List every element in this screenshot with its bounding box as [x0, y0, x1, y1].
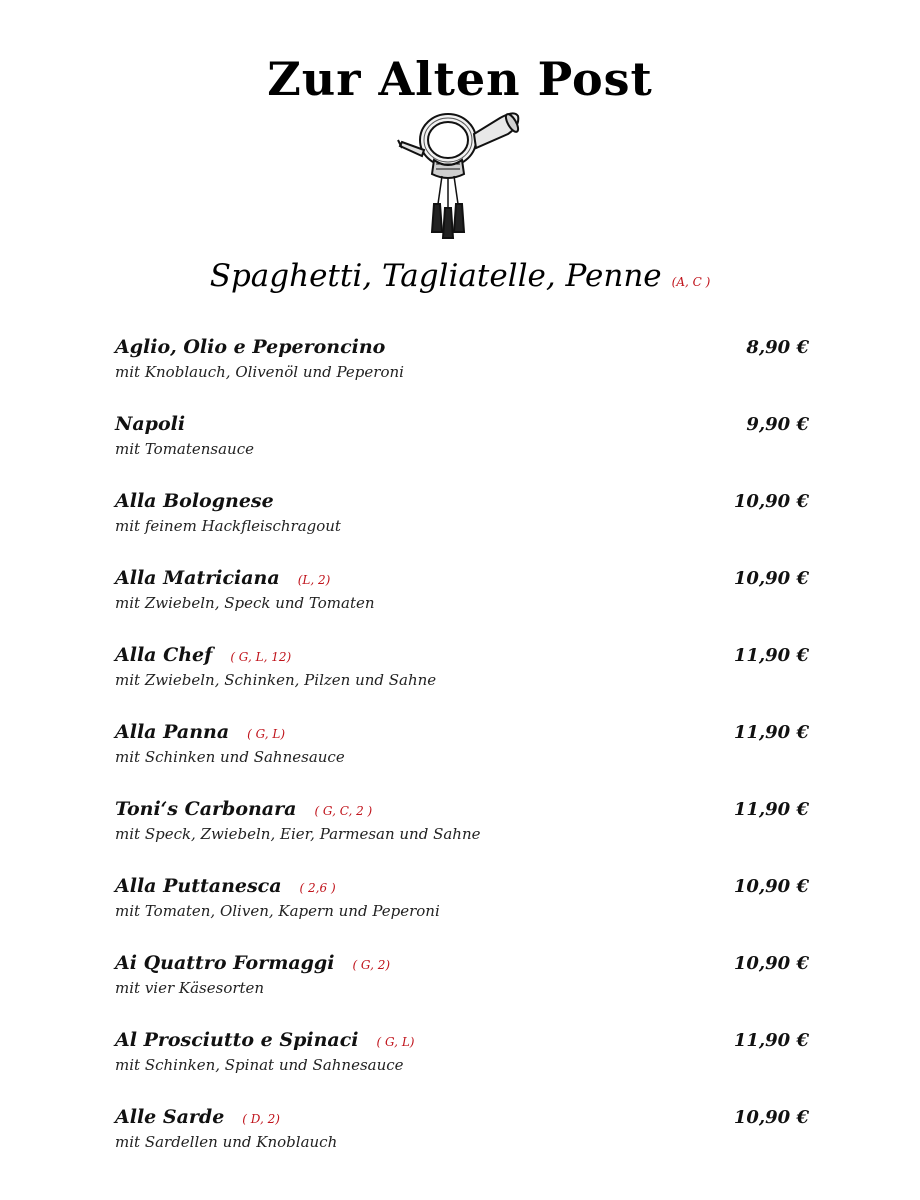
- item-description: mit feinem Hackfleischragout: [115, 517, 341, 535]
- item-description: mit Zwiebeln, Schinken, Pilzen und Sahne: [115, 671, 437, 689]
- item-allergens: ( D, 2): [242, 1112, 280, 1126]
- item-price: 10,90 €: [733, 568, 809, 589]
- section-title: [0, 258, 920, 294]
- item-price: 10,90 €: [733, 1107, 809, 1128]
- menu-item: [115, 721, 809, 798]
- item-name: Alla Matriciana: [115, 567, 280, 589]
- section-allergens: (A, C ): [671, 275, 711, 289]
- menu-list: [115, 336, 809, 1183]
- item-price: 10,90 €: [733, 953, 809, 974]
- item-description: mit Zwiebeln, Speck und Tomaten: [115, 594, 375, 612]
- item-allergens: (L, 2): [297, 573, 331, 587]
- item-name: Al Prosciutto e Spinaci: [115, 1029, 359, 1051]
- menu-item: [115, 490, 809, 567]
- menu-item: [115, 1106, 809, 1183]
- item-name: Alle Sarde: [115, 1106, 225, 1128]
- item-price: 11,90 €: [733, 722, 809, 743]
- item-description: mit vier Käsesorten: [115, 979, 265, 997]
- item-price: 11,90 €: [733, 645, 809, 666]
- menu-item: [115, 336, 809, 413]
- item-name: Napoli: [115, 413, 186, 435]
- item-allergens: ( G, L): [247, 727, 286, 741]
- menu-item: [115, 1029, 809, 1106]
- item-price: 11,90 €: [733, 1030, 809, 1051]
- item-description: mit Schinken und Sahnesauce: [115, 748, 345, 766]
- item-description: mit Speck, Zwiebeln, Eier, Parmesan und Sahne: [115, 825, 481, 843]
- item-allergens: ( G, L, 12): [230, 650, 292, 664]
- item-name: Aglio, Olio e Peperoncino: [115, 336, 386, 358]
- item-price: 9,90 €: [746, 414, 809, 435]
- item-name: Ai Quattro Formaggi: [115, 952, 335, 974]
- item-description: mit Tomaten, Oliven, Kapern und Peperoni: [115, 902, 440, 920]
- item-name: Alla Bolognese: [115, 490, 274, 512]
- item-description: mit Schinken, Spinat und Sahnesauce: [115, 1056, 404, 1074]
- item-price: 11,90 €: [733, 799, 809, 820]
- menu-item: [115, 413, 809, 490]
- item-name: Alla Panna: [115, 721, 230, 743]
- item-allergens: ( G, L): [376, 1035, 415, 1049]
- menu-item: [115, 798, 809, 875]
- item-allergens: ( G, 2): [352, 958, 391, 972]
- item-name: Toni‘s Carbonara: [115, 798, 297, 820]
- item-price: 10,90 €: [733, 876, 809, 897]
- item-allergens: ( 2,6 ): [299, 881, 336, 895]
- item-price: 8,90 €: [746, 337, 809, 358]
- item-price: 10,90 €: [733, 491, 809, 512]
- menu-item: [115, 644, 809, 721]
- section-title-text: Spaghetti, Tagliatelle, Penne: [209, 258, 662, 294]
- item-description: mit Sardellen und Knoblauch: [115, 1133, 338, 1151]
- menu-item: [115, 567, 809, 644]
- item-allergens: ( G, C, 2 ): [314, 804, 373, 818]
- restaurant-name: Zur Alten Post: [267, 52, 653, 106]
- item-description: mit Tomatensauce: [115, 440, 254, 458]
- item-name: Alla Chef: [115, 644, 213, 666]
- item-name: Alla Puttanesca: [115, 875, 282, 897]
- menu-item: [115, 952, 809, 1029]
- menu-item: [115, 875, 809, 952]
- post-horn-icon: [396, 104, 524, 240]
- item-description: mit Knoblauch, Olivenöl und Peperoni: [115, 363, 404, 381]
